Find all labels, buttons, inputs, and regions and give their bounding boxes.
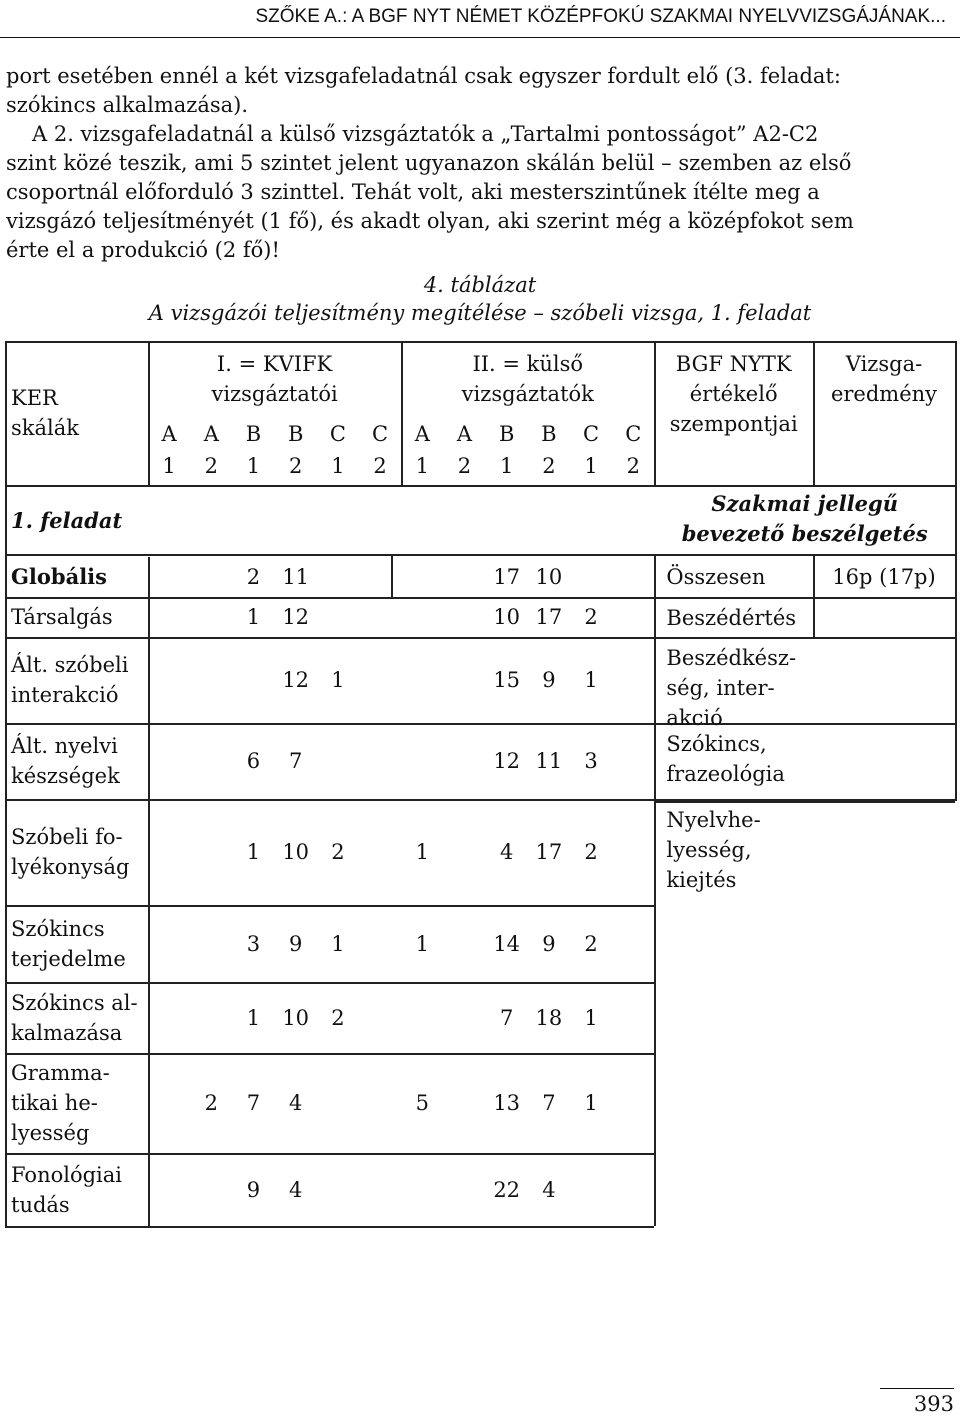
level-header: B	[541, 422, 557, 446]
table-cell-value: 15	[493, 668, 521, 692]
row-label: Fonológiai	[11, 1162, 122, 1187]
table-rule-h	[5, 597, 654, 599]
paragraph-line: érte el a produkció (2 fő)!	[6, 238, 280, 262]
table-cell-value: 1	[246, 605, 261, 629]
level-header: B	[287, 422, 304, 446]
criterion-label: Szókincs,	[666, 732, 767, 756]
level-header: A	[414, 422, 430, 446]
task-description: Szakmai jellegű	[711, 491, 898, 516]
table-cell-value: 2	[584, 840, 598, 864]
table-rule-v	[955, 597, 957, 801]
paragraph-line: szint közé teszik, ami 5 szintet jelent ugyanazon skálán belül – szemben az első	[6, 151, 852, 175]
table-cell-value: 1	[331, 931, 345, 956]
table-cell-value: 17	[535, 840, 563, 864]
task-label: 1. feladat	[11, 508, 123, 533]
paragraph-line: port esetében ennél a két vizsgafeladatnál csak egyszer fordult elő (3. feladat:	[6, 64, 841, 88]
table-rule-h	[654, 801, 955, 803]
level-header: C	[372, 422, 389, 446]
row-label: Ált. szóbeli	[11, 653, 129, 677]
level-header: 2	[626, 454, 640, 478]
criterion-label: Nyelvhe-	[666, 808, 761, 832]
level-header: A	[161, 422, 177, 446]
level-header: 1	[500, 454, 514, 478]
row-label: lyékonyság	[11, 855, 130, 879]
result-header: eredmény	[830, 382, 938, 406]
table-cell-value: 12	[493, 749, 521, 773]
table-cell-value: 1	[584, 668, 598, 692]
table-rule-h	[5, 723, 654, 725]
table-rule-h	[5, 905, 654, 907]
results-table	[5, 341, 955, 1226]
table-rule-h	[654, 637, 955, 639]
table-cell-value: 4	[289, 1091, 303, 1115]
criterion-label: Összesen	[666, 565, 766, 589]
result-value: 16p (17p)	[832, 565, 936, 589]
table-cell-value: 1	[584, 1005, 598, 1030]
paragraph-line: vizsgázó teljesítményét (1 fő), és akadt olyan, aki szerint még a középfokot sem	[6, 209, 854, 233]
running-head-rule	[0, 37, 960, 38]
table-cell-value: 9	[289, 931, 303, 956]
table-cell-value: 3	[584, 749, 598, 773]
row-label: interakció	[11, 683, 119, 707]
criterion-label: lyesség,	[666, 838, 752, 862]
criterion-label: kiejtés	[666, 868, 737, 892]
level-header: 1	[584, 454, 598, 478]
table-cell-value: 22	[493, 1177, 521, 1202]
footer-rule	[880, 1388, 954, 1389]
page-number: 393	[913, 1392, 954, 1416]
running-head-text: SZŐKE A.: A BGF NYT NÉMET KÖZÉPFOKÚ SZAKMAI NYELVVIZSGÁJÁNAK...	[255, 6, 946, 27]
table-rule-v	[955, 341, 957, 597]
result-header: Vizsga-	[845, 352, 923, 376]
table-cell-value: 11	[535, 749, 563, 773]
criterion-label: ség, inter-	[666, 676, 775, 700]
paragraph-2	[6, 120, 954, 265]
table-cell-value: 1	[331, 668, 345, 692]
level-header: A	[456, 422, 473, 446]
table-cell-value: 18	[535, 1005, 563, 1030]
criterion-label: frazeológia	[666, 762, 785, 786]
row-label: Szóbeli fo-	[11, 825, 123, 849]
table-cell-value: 17	[535, 605, 563, 629]
group1-header: I. = KVIFK	[216, 352, 333, 376]
row-label: készségek	[11, 764, 120, 788]
paragraph-line: csoportnál előforduló 3 szinttel. Tehát volt, aki mesterszintűnek ítélte meg a	[6, 180, 820, 204]
table-cell-value: 7	[246, 1091, 261, 1115]
group2-header: II. = külső	[472, 352, 584, 376]
group2-header: vizsgáztatók	[461, 382, 594, 406]
row-label: Szókincs al-	[11, 990, 138, 1015]
table-rule-v	[148, 557, 150, 1226]
table-rule-v	[5, 341, 7, 597]
row-label: Szókincs	[11, 916, 105, 941]
table-cell-value: 10	[282, 1005, 310, 1030]
table-cell-value: 2	[584, 931, 598, 956]
bgf-criteria-header: BGF NYTK	[675, 352, 792, 376]
paragraph-line: A 2. vizsgafeladatnál a külső vizsgáztatók a „Tartalmi pontosságot” A2-C2	[32, 122, 819, 146]
table-cell-value: 2	[331, 840, 345, 864]
table-cell-value: 2	[246, 565, 261, 589]
table-rule-v	[654, 557, 656, 1226]
table-cell-value: 5	[415, 1091, 429, 1115]
table-cell-value: 9	[246, 1177, 261, 1202]
task-description: bevezető beszélgetés	[681, 521, 928, 546]
table-cell-value: 10	[282, 840, 310, 864]
ker-label: KER	[11, 386, 58, 410]
level-header: 1	[162, 454, 176, 478]
table-rule-h	[5, 982, 654, 984]
row-label: tudás	[11, 1192, 70, 1217]
row-label: tikai he-	[11, 1091, 98, 1115]
group1-header: vizsgáztatói	[211, 382, 338, 406]
table-cell-value: 17	[493, 565, 521, 589]
table-cell-value: 9	[542, 931, 556, 956]
row-label: kalmazása	[11, 1020, 123, 1045]
paragraph-1	[6, 62, 954, 120]
table-cell-value: 13	[493, 1091, 521, 1115]
table-rule-h	[5, 1153, 654, 1155]
level-header: C	[583, 422, 600, 446]
table-cell-value: 2	[331, 1005, 345, 1030]
table-title: A vizsgázói teljesítmény megítélése – szóbeli vizsga, 1. feladat	[148, 301, 812, 325]
level-header: A	[203, 422, 219, 446]
criterion-label: Beszédkész-	[666, 646, 797, 670]
table-cell-value: 2	[584, 605, 598, 629]
table-cell-value: 1	[246, 840, 261, 864]
table-rule-h	[5, 1053, 654, 1055]
level-header: C	[625, 422, 642, 446]
table-cell-value: 14	[493, 931, 521, 956]
table-rule-h	[5, 799, 654, 801]
table-cell-value: 6	[246, 749, 261, 773]
level-header: B	[498, 422, 515, 446]
bgf-criteria-header: értékelő	[689, 382, 778, 406]
table-rule-v	[5, 597, 7, 1226]
ker-label: skálák	[11, 416, 79, 440]
level-header: 2	[457, 454, 472, 478]
table-cell-value: 1	[415, 840, 429, 864]
level-header: B	[245, 422, 262, 446]
table-cell-value: 10	[535, 565, 563, 589]
level-header: 1	[246, 454, 261, 478]
table-cell-value: 7	[289, 749, 303, 773]
table-cell-value: 4	[289, 1177, 303, 1202]
table-cell-value: 1	[246, 1005, 261, 1030]
level-header: 2	[204, 454, 218, 478]
paragraph-line: szókincs alkalmazása).	[6, 93, 249, 117]
table-cell-value: 12	[282, 605, 310, 629]
table-cell-value: 7	[542, 1091, 556, 1115]
row-label: Globális	[11, 564, 107, 589]
table-rule-h	[5, 485, 955, 487]
criterion-label: Beszédértés	[666, 606, 797, 630]
table-cell-value: 10	[493, 605, 521, 629]
table-number: 4. táblázat	[423, 273, 537, 297]
table-cell-value: 2	[204, 1091, 218, 1115]
bgf-criteria-header: szempontjai	[669, 412, 798, 436]
table-rule-h	[654, 597, 955, 599]
running-head	[0, 0, 960, 40]
level-header: 2	[373, 454, 387, 478]
table-rule-h	[5, 637, 654, 639]
table-cell-value: 7	[500, 1005, 514, 1030]
row-label: Ált. nyelvi	[11, 734, 118, 758]
table-rule-h	[5, 1226, 654, 1228]
level-header: 2	[542, 454, 556, 478]
table-cell-value: 12	[282, 668, 310, 692]
level-header: 1	[331, 454, 345, 478]
table-cell-value: 1	[584, 1091, 598, 1115]
level-header: 1	[415, 454, 429, 478]
row-label: Gramma-	[11, 1061, 110, 1085]
row-label: Társalgás	[11, 605, 113, 629]
table-cell-value: 4	[500, 840, 514, 864]
level-header: C	[329, 422, 346, 446]
row-label: lyesség	[11, 1121, 90, 1145]
table-cell-value: 4	[542, 1177, 556, 1202]
criterion-label: akció	[666, 706, 723, 730]
table-cell-value: 3	[246, 931, 261, 956]
level-header: 2	[289, 454, 303, 478]
table-cell-value: 9	[542, 668, 556, 692]
table-cell-value: 11	[282, 565, 310, 589]
row-label: terjedelme	[11, 946, 126, 971]
table-rule-v	[391, 554, 393, 597]
table-cell-value: 1	[415, 931, 429, 956]
